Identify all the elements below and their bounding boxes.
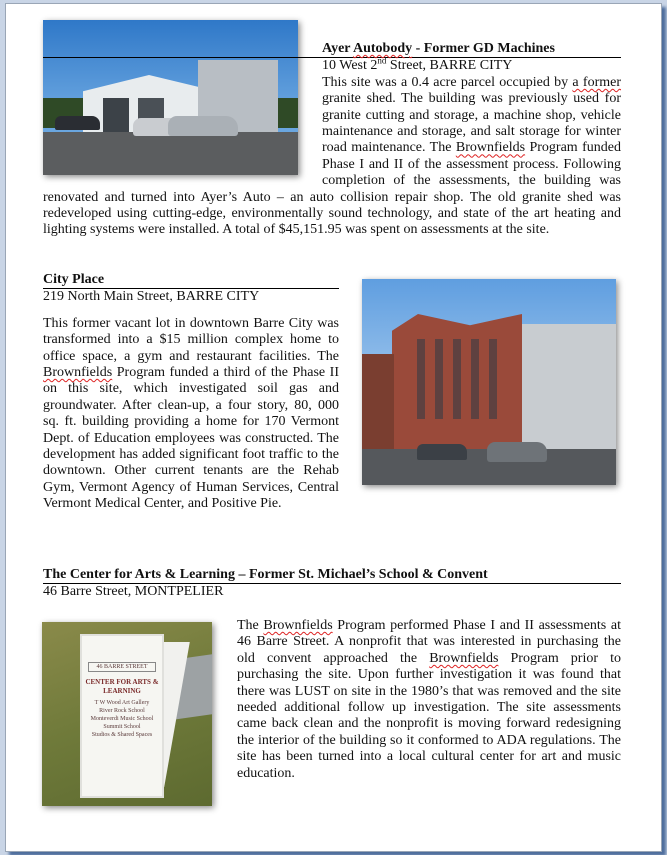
body-text: Brownfields xyxy=(43,365,113,381)
sign-top-text: 46 BARRE STREET xyxy=(88,662,156,672)
sign-line: Summit School xyxy=(103,724,141,730)
title-part: Ayer xyxy=(322,41,353,56)
body-text: This site was a 0.4 acre parcel occupied by xyxy=(322,74,573,90)
title-part: - Former GD Machines xyxy=(412,41,555,56)
sign-line: River Rock School xyxy=(99,708,145,714)
title-part: Autobody xyxy=(352,41,413,56)
sign-board xyxy=(80,634,164,798)
body-text: The xyxy=(237,618,264,633)
sign-title-text: CENTER FOR ARTS & LEARNING xyxy=(85,678,159,695)
body-text: Brownfields xyxy=(429,650,499,666)
section-city-place xyxy=(43,272,339,513)
section-body xyxy=(43,316,339,513)
section-title: City Place xyxy=(43,272,339,289)
section-center-arts-body xyxy=(237,618,621,782)
photo-spacer xyxy=(43,41,322,182)
section-title: The Center for Arts & Learning – Former St. Michael’s School & Convent xyxy=(43,567,621,584)
body-text: Program funded Phase I and II of the assessment process. Following completion of the assessments, the building was renovated and turned into Ayer’s Auto – an auto collision repair shop. The old granite shed was redeveloped using cutting-edge, environmentally sound technology, and state of the art heating and lighting systems were installed. A total of $45,151.95 was spent on assessments at the site. xyxy=(43,140,621,238)
body-text: Program prior to purchasing the site. Upon further investigation it was found that there was LUST on site in the 1980’s that was removed and the site needed additional follow up investigation. The site assessments came back clean and the nonprofit is moving forward redesigning the interior of the building so it conformed to ADA regulations. The site has been turned into a local cultural center for art and music education. xyxy=(237,650,621,781)
sign-line: Studios & Shared Spaces xyxy=(91,732,153,738)
section-address: 219 North Main Street, BARRE CITY xyxy=(43,289,260,305)
address-sup: nd xyxy=(377,55,387,66)
section-address: 46 Barre Street, MONTPELIER xyxy=(43,584,224,600)
section-center-arts xyxy=(43,567,621,601)
body-text: Brownfields xyxy=(455,140,526,156)
body-text: Program performed Phase I and II assessments at 46 Barre Street. A nonprofit that was interested in purchasing the old convent approached the xyxy=(237,618,621,666)
body-text: This former vacant lot in downtown Barre City was transformed into a $15 million complex home to office space, a gym and restaurant facilities. The xyxy=(43,315,339,364)
section-body xyxy=(237,618,621,782)
sign-line: Monteverdi Music School xyxy=(90,716,154,722)
sign-line: T W Wood Art Gallery xyxy=(94,700,150,706)
address-part: 10 West 2 xyxy=(322,58,378,74)
body-text: Program funded a third of the Phase II on this site, which investigated soil gas and groundwater. After clean-up, a four story, 80, 000 sq. ft. building providing a home for 170 Vermont Dept. of Education employees was constructed. The development has added significant foot traffic to the downtown. Other current tenants are the Rehab Gym, Vermont Agency of Human Services, Central Vermont Medical Center, and Positive Pie. xyxy=(43,365,339,512)
address-part: Street, BARRE CITY xyxy=(386,58,513,74)
center-arts-sign-photo xyxy=(42,622,212,806)
body-text: granite shed. The building was previously used for granite cutting and storage, a machine shop, vehicle maintenance and storage, and salt storage for winter road maintenance. The xyxy=(322,91,621,156)
section-ayer-autobody xyxy=(43,41,621,239)
body-text: a former xyxy=(572,74,621,90)
body-text: Brownfields xyxy=(263,618,333,633)
city-place-photo xyxy=(362,279,616,485)
